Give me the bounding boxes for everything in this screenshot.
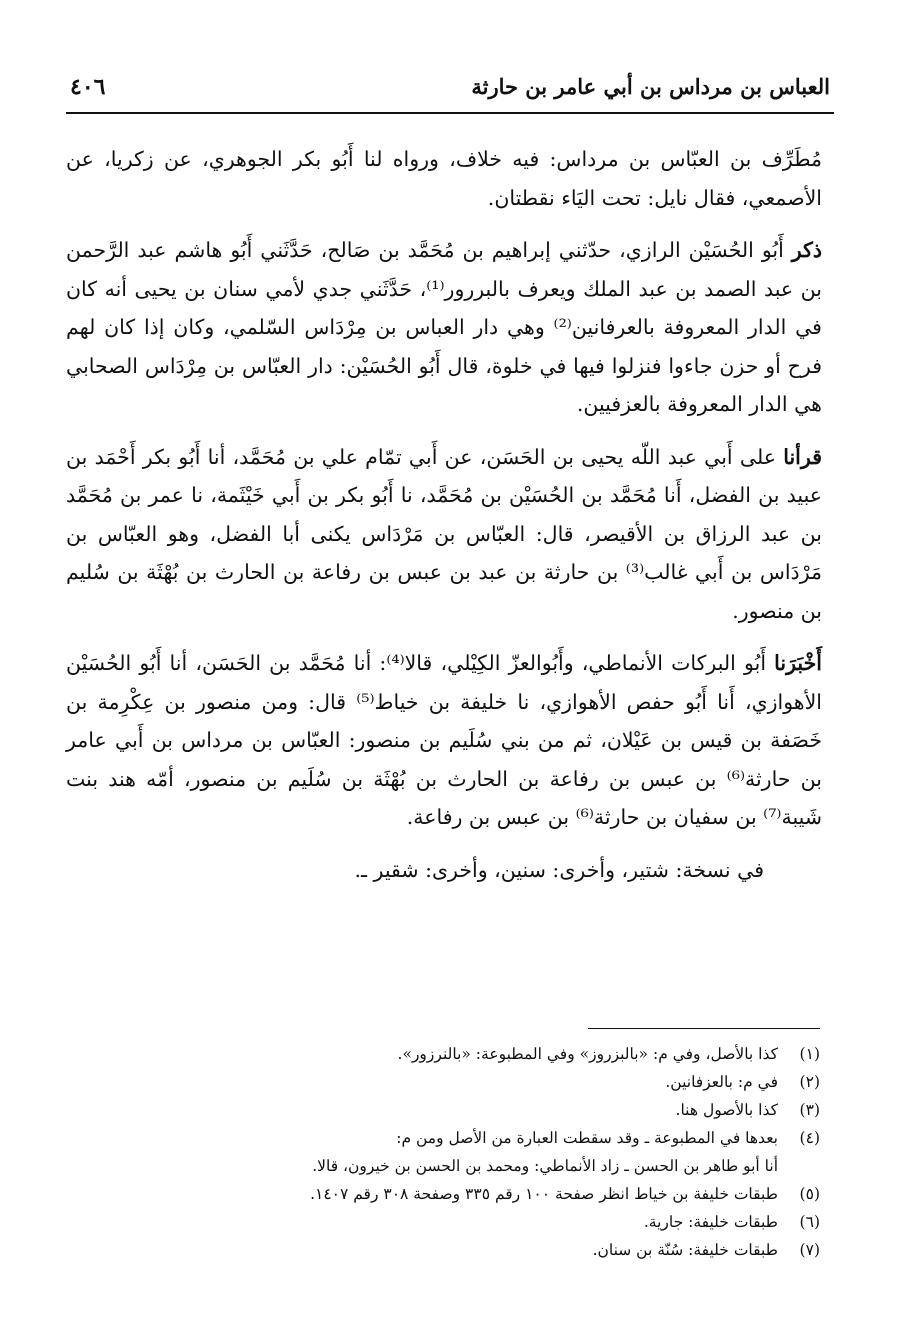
verse-line: في نسخة: شتير، وأخرى: سنين، وأخرى: شقير ـ. [354,857,764,882]
paragraph-lead: أَخْبَرَنا [774,651,822,675]
footnote-5 [180,1180,820,1208]
paragraph-text: على أَبي عبد اللّه يحيى بن الحَسَن، عن أَبي تمّام علي بن مُحَمَّد، أنا أَبُو بكر أَحْمَد بن عبيد بن الفضل، أَنا مُحَمَّد بن الحُسَيْن بن مُحَمَّد، نا أَبُو بكر بن أَبي خَيْثَمة، نا عمر بن مُحَمَّد بن عبد الرزاق بن الأقيصر، قال: العبّاس بن مَرْدَاس يكنى أبا الفضل، وهو العبّاس بن مَرْدَاس بن أَبي غالب⁽³⁾ بن حارثة بن عبد بن عبس بن رفاعة بن الحارث بن بُهْثَة بن سُليم بن منصور. [66,444,822,623]
paragraph-4 [66,644,822,837]
footnote-3 [180,1096,820,1124]
footnote-number: (٦) [799,1213,820,1231]
paragraph-text: مُطَرِّف بن العبّاس بن مرداس: فيه خلاف، ورواه لنا أَبُو بكر الجوهري، عن زكريا، عن الأصمعي، فقال نايل: تحت اليَاء نقطتان. [66,147,822,210]
header-rule [66,112,834,114]
page-number: ٤٠٦ [70,74,106,100]
main-text [66,140,822,889]
footnote-number: (٤) [799,1129,820,1147]
footnote-text: كذا بالأصول هنا. [675,1101,778,1119]
footnote-2 [180,1068,820,1096]
paragraph-text: أَبُو البركات الأنماطي، وأَبُوالعزّ الكِيْلي، قالا⁽⁴⁾: أنا مُحَمَّد بن الحَسَن، أنا أَبُو الحُسَيْن الأهوازي، أَنا أَبُو حفص الأهوازي، نا خليفة بن خياط⁽⁵⁾ قال: ومن منصور بن عِكْرِمة بن خَصَفة بن قيس بن عَيْلان، ثم من بني سُلَيم بن منصور: العبّاس بن مرداس بن أَبي عامر بن حارثة⁽⁶⁾ بن عبس بن رفاعة بن الحارث بن بُهْثَة بن سُلَيم بن منصور، أمّه هند بنت شَيبة⁽⁷⁾ بن سفيان بن حارثة⁽⁶⁾ بن عبس بن رفاعة. [66,651,822,829]
footnote-text: بعدها في المطبوعة ـ وقد سقطت العبارة من الأصل ومن م: [396,1129,778,1147]
paragraph-1 [66,140,822,217]
footnote-text: طبقات خليفة: جارية. [643,1213,778,1231]
footnote-number: (٧) [799,1241,820,1259]
footnote-text: طبقات خليفة: سُنّة بن سنان. [592,1241,778,1259]
footnote-1 [180,1040,820,1068]
paragraph-lead: قرأنا [783,444,822,469]
running-title: العباس بن مرداس بن أبي عامر بن حارثة [471,74,830,99]
paragraph-text: أَبُو الحُسَيْن الرازي، حدّثني إبراهيم بن مُحَمَّد بن صَالح، حَدَّثَني أَبُو هاشم عبد الرَّحمن بن عبد الصمد بن عبد الملك ويعرف بالبررور⁽¹⁾، حَدَّثَني جدي لأمي سنان بن يحيى أنه كان في الدار المعروفة بالعرفانين⁽²⁾ وهي دار العباس بن مِرْدَاس السّلمي، وكان إذا كان لهم فرح أو حزن جاءوا فنزلوا فيها في خلوة، قال أَبُو الحُسَيْن: دار العبّاس بن مِرْدَاس الصحابي هي الدار المعروفة بالعزفيين. [66,238,822,416]
footnote-7 [180,1236,820,1264]
footnotes [180,1040,820,1264]
footnote-text: كذا بالأصل، وفي م: «بالبزروز» وفي المطبوعة: «بالنرزور». [397,1045,778,1063]
footnote-number: (٣) [799,1101,820,1119]
paragraph-lead: ذكر [791,238,822,262]
footnote-4-continuation: أنا أبو طاهر بن الحسن ـ زاد الأنماطي: ومحمد بن الحسن بن خيرون، قالا. [312,1157,778,1175]
footnote-text: طبقات خليفة بن خياط انظر صفحة ١٠٠ رقم ٣٣٥ وصفحة ٣٠٨ رقم ١٤٠٧. [310,1185,778,1203]
paragraph-2 [66,231,822,424]
footnote-4 [180,1124,820,1152]
footnote-number: (١) [799,1045,820,1063]
footnote-6 [180,1208,820,1236]
footnote-rule [588,1028,820,1029]
footnote-text: في م: بالعزفانين. [665,1073,778,1091]
paragraph-3 [66,438,822,631]
footnote-number: (٢) [799,1073,820,1091]
footnote-number: (٥) [799,1185,820,1203]
page-header [70,74,830,112]
